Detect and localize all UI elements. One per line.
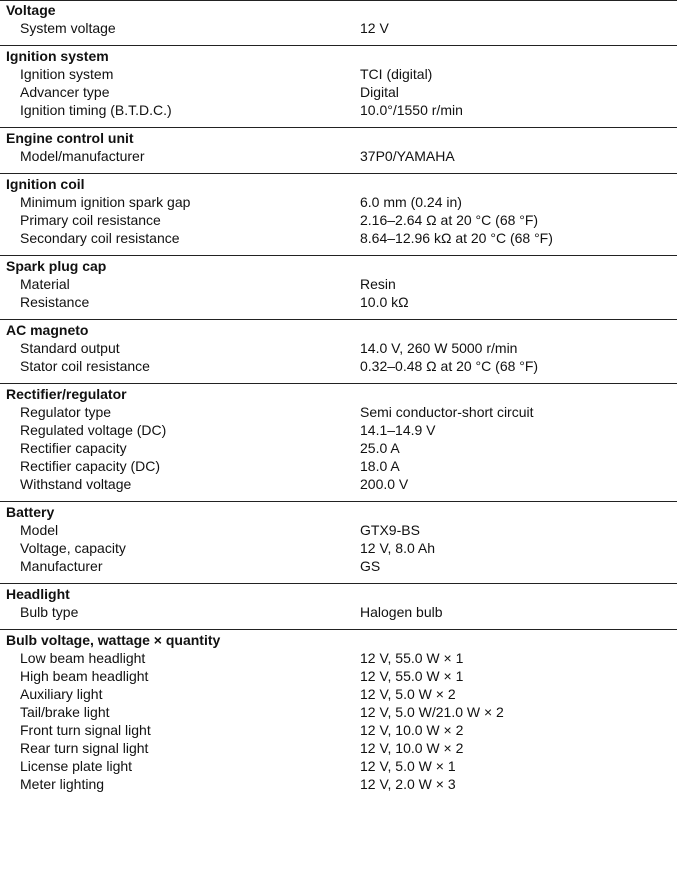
spec-row bbox=[0, 685, 677, 703]
spec-section bbox=[0, 173, 677, 255]
spec-label: Rectifier capacity bbox=[20, 440, 127, 456]
spec-label: Low beam headlight bbox=[20, 650, 146, 666]
spec-row bbox=[0, 539, 677, 557]
spec-section bbox=[0, 0, 677, 45]
spec-label: Manufacturer bbox=[20, 558, 103, 574]
spec-value: 12 V, 10.0 W × 2 bbox=[360, 740, 464, 756]
spec-label: Resistance bbox=[20, 294, 90, 310]
spec-section bbox=[0, 583, 677, 629]
section-title: Headlight bbox=[6, 586, 70, 602]
spec-label: Meter lighting bbox=[20, 776, 105, 792]
spec-label: Model bbox=[20, 522, 59, 538]
spec-value: GS bbox=[360, 558, 381, 574]
section-title: AC magneto bbox=[6, 322, 89, 338]
spec-value: 200.0 V bbox=[360, 476, 409, 492]
spec-value: 37P0/YAMAHA bbox=[360, 148, 455, 164]
spec-value: 14.0 V, 260 W 5000 r/min bbox=[360, 340, 518, 356]
spec-row bbox=[0, 293, 677, 311]
spec-row bbox=[0, 147, 677, 165]
spec-value: GTX9-BS bbox=[360, 522, 420, 538]
spec-row bbox=[0, 649, 677, 667]
spec-section bbox=[0, 127, 677, 173]
spec-row bbox=[0, 403, 677, 421]
section-title: Engine control unit bbox=[6, 130, 134, 146]
spec-section bbox=[0, 383, 677, 501]
spec-label: Minimum ignition spark gap bbox=[20, 194, 191, 210]
spec-row bbox=[0, 721, 677, 739]
spec-row bbox=[0, 211, 677, 229]
spec-row bbox=[0, 83, 677, 101]
spec-value: 12 V, 5.0 W/21.0 W × 2 bbox=[360, 704, 504, 720]
spec-label: Regulated voltage (DC) bbox=[20, 422, 167, 438]
spec-value: 18.0 A bbox=[360, 458, 400, 474]
spec-row bbox=[0, 757, 677, 775]
section-title: Voltage bbox=[6, 2, 56, 18]
spec-row bbox=[0, 357, 677, 375]
spec-row bbox=[0, 101, 677, 119]
spec-value: 10.0 kΩ bbox=[360, 294, 409, 310]
spec-row bbox=[0, 19, 677, 37]
spec-label: Stator coil resistance bbox=[20, 358, 150, 374]
spec-row bbox=[0, 703, 677, 721]
section-title: Bulb voltage, wattage × quantity bbox=[6, 632, 221, 648]
spec-label: High beam headlight bbox=[20, 668, 149, 684]
spec-value: 12 V, 2.0 W × 3 bbox=[360, 776, 456, 792]
spec-row bbox=[0, 229, 677, 247]
spec-label: Model/manufacturer bbox=[20, 148, 145, 164]
spec-label: Rear turn signal light bbox=[20, 740, 149, 756]
spec-value: 6.0 mm (0.24 in) bbox=[360, 194, 462, 210]
spec-label: Standard output bbox=[20, 340, 120, 356]
spec-row bbox=[0, 603, 677, 621]
spec-label: Auxiliary light bbox=[20, 686, 103, 702]
spec-label: Front turn signal light bbox=[20, 722, 151, 738]
section-title: Ignition coil bbox=[6, 176, 85, 192]
spec-label: Advancer type bbox=[20, 84, 110, 100]
spec-row bbox=[0, 739, 677, 757]
spec-label: Regulator type bbox=[20, 404, 112, 420]
spec-row bbox=[0, 339, 677, 357]
spec-value: TCI (digital) bbox=[360, 66, 433, 82]
spec-row bbox=[0, 275, 677, 293]
spec-row bbox=[0, 521, 677, 539]
spec-row bbox=[0, 775, 677, 793]
spec-label: Ignition system bbox=[20, 66, 114, 82]
spec-label: System voltage bbox=[20, 20, 116, 36]
spec-value: 12 V, 8.0 Ah bbox=[360, 540, 435, 556]
spec-section bbox=[0, 629, 677, 801]
spec-value: 12 V, 55.0 W × 1 bbox=[360, 650, 464, 666]
spec-section bbox=[0, 255, 677, 319]
spec-section bbox=[0, 501, 677, 583]
spec-value: 25.0 A bbox=[360, 440, 400, 456]
spec-value: 14.1–14.9 V bbox=[360, 422, 436, 438]
spec-label: Secondary coil resistance bbox=[20, 230, 180, 246]
spec-label: Tail/brake light bbox=[20, 704, 110, 720]
spec-label: License plate light bbox=[20, 758, 133, 774]
spec-row bbox=[0, 557, 677, 575]
spec-value: Halogen bulb bbox=[360, 604, 443, 620]
section-title: Battery bbox=[6, 504, 55, 520]
spec-row bbox=[0, 439, 677, 457]
spec-value: 8.64–12.96 kΩ at 20 °C (68 °F) bbox=[360, 230, 553, 246]
spec-value: 12 V, 5.0 W × 1 bbox=[360, 758, 456, 774]
section-title: Ignition system bbox=[6, 48, 109, 64]
spec-label: Withstand voltage bbox=[20, 476, 132, 492]
spec-label: Ignition timing (B.T.D.C.) bbox=[20, 102, 172, 118]
spec-row bbox=[0, 457, 677, 475]
spec-row bbox=[0, 475, 677, 493]
spec-value: 12 V bbox=[360, 20, 389, 36]
section-title: Spark plug cap bbox=[6, 258, 107, 274]
spec-value: 2.16–2.64 Ω at 20 °C (68 °F) bbox=[360, 212, 539, 228]
spec-row bbox=[0, 421, 677, 439]
spec-row bbox=[0, 193, 677, 211]
spec-row bbox=[0, 65, 677, 83]
spec-label: Voltage, capacity bbox=[20, 540, 126, 556]
spec-value: 12 V, 10.0 W × 2 bbox=[360, 722, 464, 738]
spec-value: Resin bbox=[360, 276, 396, 292]
spec-section bbox=[0, 319, 677, 383]
spec-label: Primary coil resistance bbox=[20, 212, 161, 228]
spec-value: 10.0°/1550 r/min bbox=[360, 102, 463, 118]
spec-row bbox=[0, 667, 677, 685]
spec-label: Material bbox=[20, 276, 70, 292]
spec-value: Digital bbox=[360, 84, 399, 100]
spec-value: 0.32–0.48 Ω at 20 °C (68 °F) bbox=[360, 358, 539, 374]
spec-section bbox=[0, 45, 677, 127]
spec-value: 12 V, 5.0 W × 2 bbox=[360, 686, 456, 702]
spec-label: Rectifier capacity (DC) bbox=[20, 458, 161, 474]
section-title: Rectifier/regulator bbox=[6, 386, 127, 402]
spec-value: 12 V, 55.0 W × 1 bbox=[360, 668, 464, 684]
spec-label: Bulb type bbox=[20, 604, 79, 620]
spec-value: Semi conductor-short circuit bbox=[360, 404, 534, 420]
